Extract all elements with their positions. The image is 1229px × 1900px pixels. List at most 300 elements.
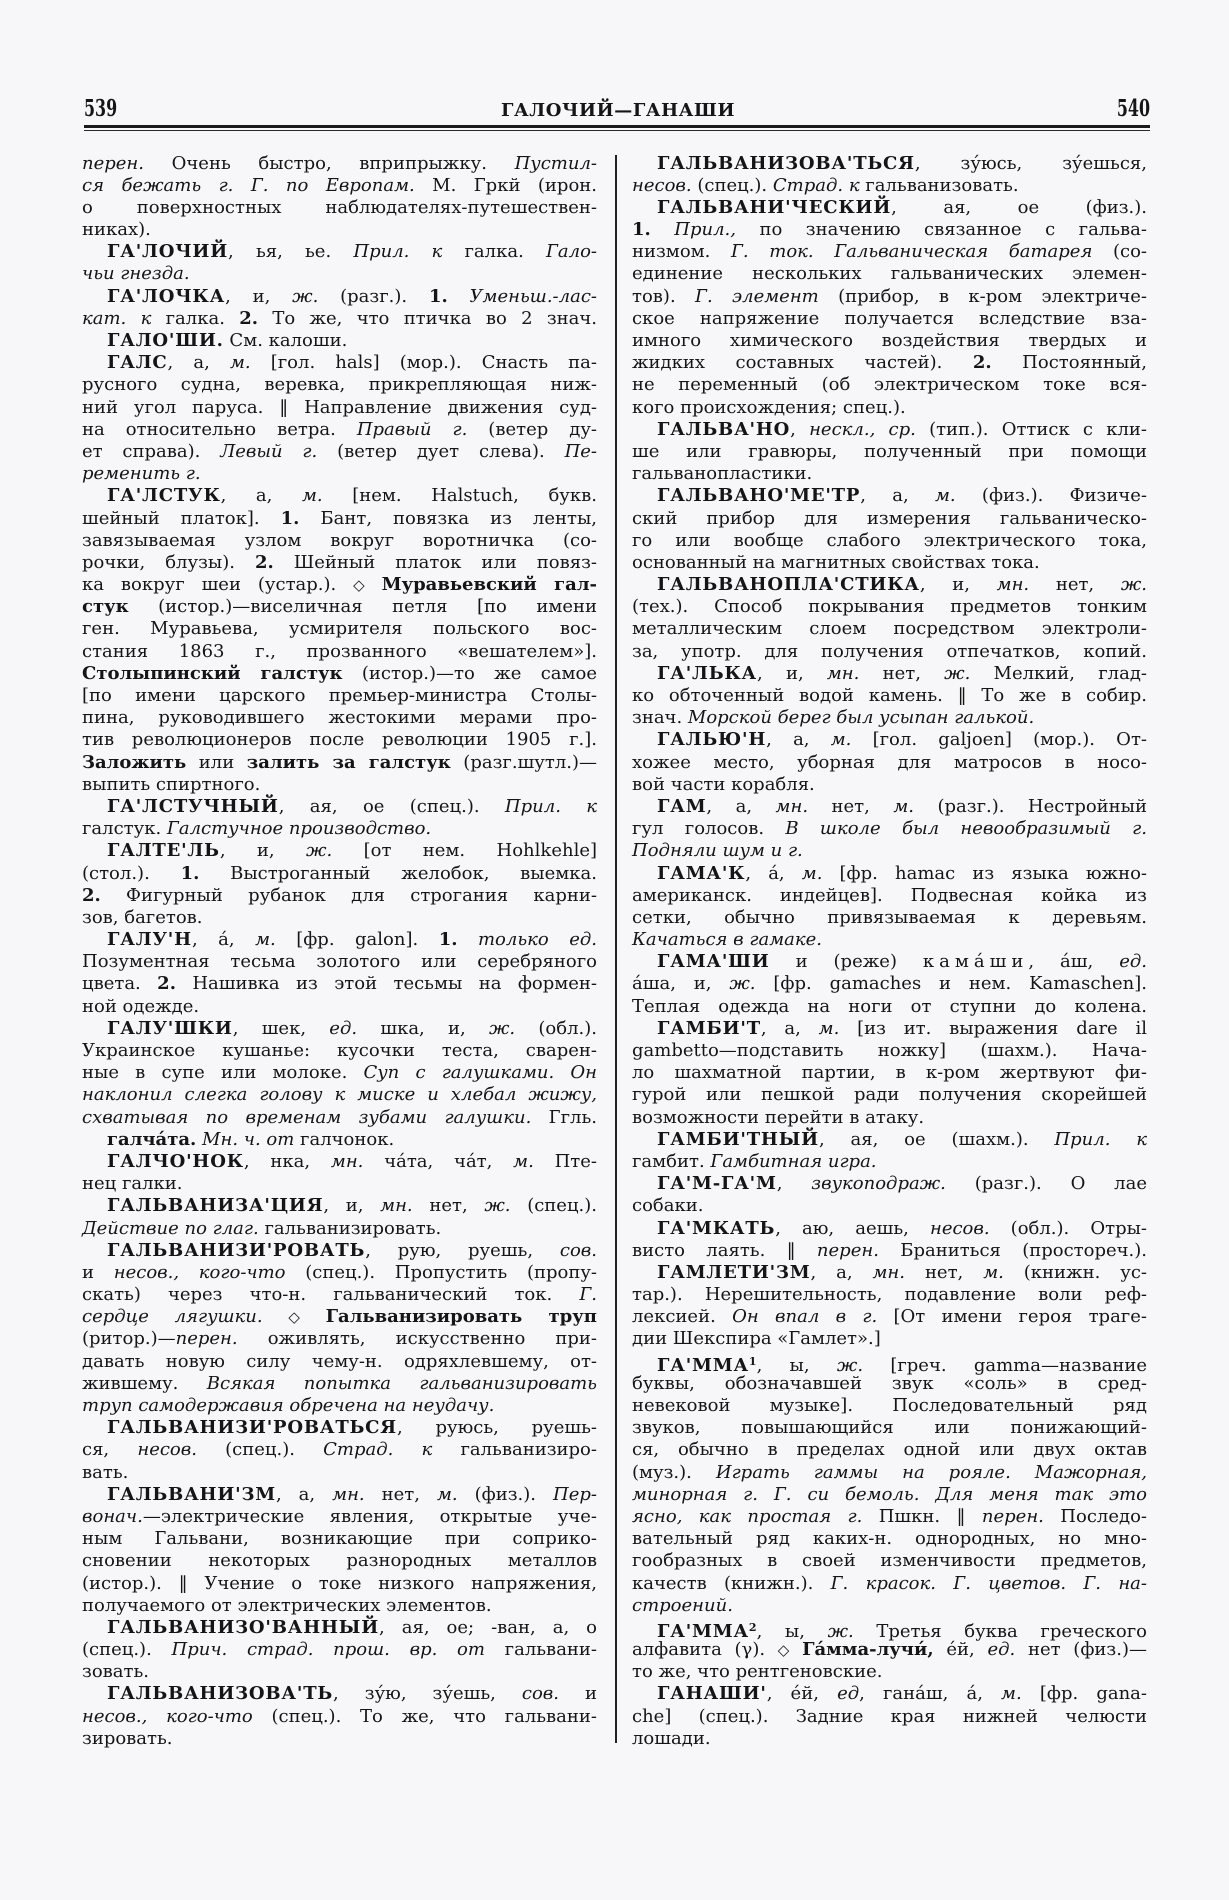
entry-headword: ГАЛО'ШИ. [107, 330, 224, 351]
text: гальванизировать. [258, 1217, 442, 1239]
dictionary-line [82, 1573, 597, 1595]
line-text [107, 1683, 597, 1705]
dictionary-line [632, 1573, 1147, 1595]
text: ет справа). [82, 440, 221, 462]
italic-text: Г. элемент [695, 285, 819, 307]
line-text [82, 374, 597, 396]
line-text [632, 1462, 1147, 1484]
italic-text: Суп с галушками. Он [363, 1062, 597, 1084]
line-text [82, 1351, 597, 1373]
italic-text: м. [436, 1483, 458, 1505]
dictionary-line [82, 197, 597, 219]
bold-phrase: стук [82, 596, 129, 618]
line-text [657, 863, 1147, 885]
line-text [82, 1661, 149, 1683]
text: и (реже) [769, 951, 923, 973]
italic-text: схватывая по временам зубами галушки. [82, 1106, 532, 1128]
line-text [82, 1728, 173, 1750]
italic-text: Прил. к [504, 795, 598, 817]
italic-text: ж. [306, 840, 333, 862]
dictionary-line [632, 1528, 1147, 1550]
text: е́й, [933, 1639, 988, 1661]
line-text [107, 840, 597, 862]
dictionary-line [632, 1129, 1147, 1151]
text: висто лаять. ‖ [632, 1239, 817, 1261]
text: (физ.). [457, 1483, 554, 1505]
line-text [632, 752, 1147, 774]
dictionary-line [632, 707, 1147, 729]
italic-text: м. [983, 1261, 1004, 1283]
text: стания 1863 г., прозванного «вешателем»]. [82, 640, 597, 662]
line-text [632, 641, 1147, 663]
text: Последо- [1043, 1505, 1147, 1527]
text: , и, [919, 574, 997, 596]
entry-headword: ГАЛЬВАНИЗОВА'ТЬСЯ [657, 152, 915, 174]
text: , а́ш, [1028, 951, 1120, 973]
line-text [632, 618, 1147, 640]
line-text [82, 263, 190, 285]
dictionary-line [82, 1395, 597, 1417]
dictionary-line [632, 286, 1147, 308]
italic-text: несов., кого-что [113, 1261, 286, 1283]
dictionary-line [82, 153, 597, 175]
line-text [632, 1550, 1147, 1572]
text: возможности перейти в атаку. [632, 1106, 925, 1128]
italic-text: м. [1001, 1683, 1022, 1705]
entry-headword: ГАЛЬВАНИЗА'ЦИЯ [107, 1195, 324, 1217]
text: жидких составных частей). [632, 352, 973, 374]
dictionary-line [82, 996, 597, 1018]
dictionary-line [82, 663, 597, 685]
dictionary-line [82, 1284, 597, 1306]
dictionary-line [82, 1306, 597, 1328]
italic-text: м. [830, 729, 852, 751]
bold-phrase: 2. [82, 884, 101, 906]
text: gambetto—подставить ножку] (шахм.). Нача- [632, 1040, 1147, 1061]
text: русного судна, веревка, прикрепляющая ниж- [82, 374, 597, 396]
line-text [632, 1595, 733, 1617]
line-text [632, 1661, 882, 1683]
dictionary-line [632, 1306, 1147, 1328]
line-text [82, 1262, 597, 1284]
line-text [657, 485, 1147, 507]
text: и [82, 1261, 114, 1283]
dictionary-line [82, 1462, 597, 1484]
text: сетки, обычно привязываемая к деревьям. [632, 906, 1147, 928]
entry-headword: ГАЛУ'ШКИ [107, 1017, 233, 1039]
text: ча́та, ча́т, [363, 1150, 514, 1172]
text: алфавита (γ). [632, 1639, 778, 1661]
entry-headword: ГАМ [657, 795, 707, 817]
line-text [632, 1306, 1147, 1328]
line-text [82, 1639, 597, 1661]
italic-text: Левый г. [220, 440, 318, 462]
text: ше или гравюры, полученный при помощи [632, 440, 1147, 462]
entry-headword: ГАЛЬВАНИЗОВА'ТЬ [107, 1683, 334, 1705]
text: гальванизовать. [859, 174, 1019, 196]
italic-text: нескл., ср. [809, 418, 916, 440]
line-text [107, 485, 597, 507]
line-text [82, 863, 597, 885]
text: Очень быстро, вприпрыжку. [144, 152, 515, 174]
line-text [632, 1373, 1147, 1395]
italic-text: только ед. [477, 929, 597, 951]
italic-text: м. [513, 1150, 534, 1172]
text: , ая, ое (спец.). [278, 795, 505, 817]
italic-text: м. [934, 485, 956, 507]
dictionary-line [632, 508, 1147, 530]
text [789, 1639, 802, 1660]
italic-text: Галстучное производство. [166, 818, 432, 840]
italic-text: ясно, как простая г. [632, 1505, 863, 1527]
dictionary-line [632, 774, 1147, 796]
text: [фр. gana- [1021, 1683, 1147, 1705]
text: вой части корабля. [632, 773, 815, 795]
bold-phrase: Столыпинский галстук [82, 662, 343, 684]
text: гамбит. [632, 1150, 711, 1172]
dictionary-line [632, 973, 1147, 995]
text: галка. [442, 241, 546, 263]
italic-text: Он впал в г. [732, 1306, 878, 1328]
entry-headword: ГАЛУ'Н [107, 929, 192, 951]
text: пина, руководившего жестокими мерами про- [82, 707, 597, 729]
text: , ая, ое (физ.). [891, 196, 1147, 218]
text: гальванизиро- [432, 1439, 597, 1461]
line-text [82, 1373, 597, 1395]
line-text [82, 1706, 597, 1728]
text: го или вообще слабого электрического тока, [632, 529, 1147, 551]
text: Пшкн. ‖ [862, 1505, 982, 1527]
italic-text: ременить г. [82, 463, 201, 485]
text: основанный на магнитных свойствах тока. [632, 551, 1040, 573]
dictionary-line [632, 263, 1147, 285]
dictionary-line [82, 485, 597, 507]
line-text [82, 1462, 128, 1484]
text: (спец.). [510, 1195, 597, 1217]
dictionary-line [632, 397, 1147, 419]
italic-text: ж. [488, 1017, 516, 1039]
text: Фигурный рубанок для строгания карни- [100, 884, 597, 906]
italic-text: м. [229, 352, 251, 374]
dictionary-line [82, 397, 597, 419]
dictionary-line [632, 530, 1147, 552]
text: , [790, 418, 810, 440]
text: ло шахматной партии, в к-ром жертвуют фи- [632, 1062, 1147, 1084]
italic-text: Морской берег был усыпан галькой. [687, 707, 1035, 729]
text: шка, и, [357, 1017, 489, 1039]
dictionary-line [632, 352, 1147, 374]
bold-phrase: 1. [438, 929, 458, 951]
italic-text: ся бежать г. Г. по Европам. [82, 174, 415, 196]
text: Шейный платок или повяз- [273, 551, 598, 573]
line-text [657, 574, 1147, 596]
line-text [107, 929, 597, 951]
italic-text: несов. [137, 1439, 197, 1461]
dictionary-line [82, 352, 597, 374]
bold-phrase: Заложить [82, 751, 187, 773]
dictionary-line [632, 463, 1147, 485]
line-text [632, 1728, 711, 1750]
bold-phrase: 2. [254, 551, 274, 573]
text: , ая, ое; -ван, а, о [379, 1616, 597, 1638]
text: [нем. Halstuch, букв. [322, 485, 597, 507]
text: (ветер ду- [467, 418, 597, 440]
text: имного химического воздействия твердых и [632, 330, 1147, 351]
line-text [82, 1550, 597, 1572]
dictionary-line [632, 1617, 1147, 1642]
line-text [632, 352, 1147, 374]
dictionary-line [82, 796, 597, 818]
dictionary-line [82, 1262, 597, 1284]
dictionary-line [82, 419, 597, 441]
text: , и, [219, 840, 307, 862]
text: гообразных в своей изменчивости предметов, [632, 1550, 1147, 1572]
dictionary-line [82, 707, 597, 729]
text: шейный платок]. [82, 507, 281, 529]
text: никах). [82, 219, 151, 241]
dictionary-line [632, 153, 1147, 175]
dictionary-line [82, 1084, 597, 1106]
text: (спец.). [82, 1639, 172, 1661]
text: (обл.). [515, 1017, 597, 1039]
line-text [82, 729, 597, 751]
line-text [632, 685, 1147, 707]
italic-text: строений. [632, 1594, 733, 1616]
italic-text: несов. [632, 174, 692, 196]
text: зовать. [82, 1661, 149, 1683]
text: а́ша, и, [632, 973, 730, 995]
dictionary-line [632, 752, 1147, 774]
dictionary-line [632, 951, 1147, 973]
line-text [632, 463, 812, 485]
text: , а, [167, 352, 230, 374]
line-text [657, 419, 1147, 441]
entry-headword: ГАЛЬВАНИЗИ'РОВАТЬСЯ [107, 1417, 397, 1439]
text: ся, обычно в пределах одной или двух октав [632, 1439, 1147, 1461]
line-text [632, 508, 1147, 530]
italic-text: звукоподраж. [811, 1173, 946, 1195]
text: жившему. [82, 1372, 207, 1394]
dictionary-line [82, 552, 597, 574]
header-rule-thin [84, 130, 1150, 132]
line-text [82, 996, 199, 1018]
italic-text: Г. красок. Г. цветов. Г. на- [830, 1572, 1147, 1594]
line-text [632, 175, 1019, 197]
line-text [82, 951, 597, 973]
line-text [632, 818, 1147, 840]
line-text [82, 596, 597, 618]
entry-headword: ГАЛЬВАНИЗО'ВАННЫЙ [107, 1616, 380, 1638]
line-text [632, 1417, 1147, 1439]
dictionary-line [632, 1706, 1147, 1728]
text: (спец.). Пропустить (пропу- [285, 1261, 598, 1283]
text: , а, [860, 485, 935, 507]
italic-text: сов. [559, 1239, 597, 1261]
text: тив революционеров после революции 1905 г.]. [82, 729, 597, 751]
line-text [632, 1240, 1147, 1262]
text: (обл.). Отры- [989, 1217, 1148, 1239]
text: , а, [810, 1261, 873, 1283]
italic-text: мн. [996, 574, 1030, 596]
line-text [632, 1084, 1147, 1106]
dictionary-line [632, 1218, 1147, 1240]
dictionary-line [632, 1084, 1147, 1106]
text: [от нем. Hohlkehle] [332, 840, 597, 862]
text: (разг.шутл.)— [450, 751, 597, 773]
text: [фр. galon]. [275, 929, 439, 951]
text: [фр. hamac из языка южно- [822, 862, 1147, 884]
text: хожее место, уборная для матросов в носо- [632, 751, 1147, 773]
italic-text: ж. [484, 1195, 511, 1217]
text: давать новую силу чему-н. одряхлевшему, от- [82, 1350, 597, 1372]
text: ский прибор для измерения гальваническо- [632, 507, 1147, 529]
dictionary-line [82, 840, 597, 862]
entry-headword: ГА'ЛОЧИЙ [107, 241, 229, 263]
dictionary-line [632, 1373, 1147, 1395]
text: (спец.). [196, 1439, 324, 1461]
bold-phrase: 1. [632, 219, 651, 241]
dictionary-line [632, 1661, 1147, 1683]
line-text [82, 508, 597, 530]
italic-text: перен. [82, 152, 144, 174]
right-column [632, 153, 1147, 1751]
dictionary-line [82, 1706, 597, 1728]
line-text [107, 1617, 597, 1639]
text: галка. [151, 307, 240, 329]
text: [фр. gamaches и нем. Kamaschen]. [755, 973, 1147, 995]
dictionary-line [632, 1728, 1147, 1750]
text: звуков, повышающийся или понижающий- [632, 1417, 1147, 1439]
text: , зу́ю, зу́ешь, [333, 1683, 522, 1705]
text: (прибор, в к-ром электриче- [818, 285, 1148, 307]
text: , ы, [756, 1354, 837, 1376]
text: , а, [220, 485, 302, 507]
entry-headword: ГА'ЛСТУЧНЫЙ [107, 795, 279, 817]
text: [От имени героя траге- [877, 1306, 1147, 1328]
italic-text: наклонил слегка голову к миске и хлебал жижу, [82, 1084, 597, 1106]
italic-text: перен. [981, 1505, 1044, 1527]
text: , ая, ое (шахм.). [818, 1128, 1055, 1150]
line-text [82, 1506, 597, 1528]
dictionary-line [632, 330, 1147, 352]
entry-headword: ГАЛЬВАНИ'ЧЕСКИЙ [657, 196, 892, 218]
text: по значению связанное с гальва- [736, 219, 1147, 241]
text: che] (спец.). Задние края нижней челюсти [632, 1705, 1147, 1727]
line-text [632, 374, 1147, 396]
bold-phrase: Гальванизировать труп [325, 1306, 597, 1328]
line-text [82, 1528, 597, 1550]
dictionary-line [82, 1639, 597, 1661]
text: невековой музыке]. Последовательный ряд [632, 1395, 1147, 1416]
line-text [82, 552, 597, 574]
italic-text: ж. [1120, 574, 1147, 596]
text: Бант, повязка из ленты, [299, 507, 597, 529]
line-text [632, 1151, 877, 1173]
text: (ветер дует слева). [317, 440, 565, 462]
text: (физ.). Физиче- [955, 485, 1147, 507]
text: , шек, [232, 1017, 330, 1039]
dictionary-line [82, 1728, 597, 1750]
superscript-number: 2 [748, 1620, 757, 1634]
line-text [107, 1484, 597, 1506]
line-text [657, 1218, 1147, 1240]
dictionary-line [82, 752, 597, 774]
line-text [632, 219, 1147, 241]
text: , а́, [191, 929, 256, 951]
line-text [632, 929, 822, 951]
line-text [82, 463, 201, 485]
line-text [632, 1107, 924, 1129]
line-text [632, 1439, 1147, 1461]
entry-headword: ГАЛЬВАНИ'ЗМ [107, 1483, 276, 1505]
text: , гана́ш, а́, [859, 1683, 1002, 1705]
line-text [632, 996, 1147, 1018]
text: , руюсь, руешь- [396, 1417, 597, 1439]
text: зировать. [82, 1727, 173, 1749]
italic-text: м. [893, 795, 914, 817]
dictionary-line [632, 1395, 1147, 1417]
text: [по имени царского премьер-министра Столы- [82, 685, 597, 706]
dictionary-line [632, 197, 1147, 219]
text: американск. индейцев]. Подвесная койка из [632, 884, 1147, 906]
dictionary-line [632, 1351, 1148, 1376]
text: (муз.). [632, 1461, 716, 1483]
line-text [632, 596, 1147, 618]
text [448, 286, 470, 307]
dictionary-line [82, 1506, 597, 1528]
text: нет, [412, 1195, 485, 1217]
dictionary-line [632, 885, 1147, 907]
text: —электрические явления, открытые уче- [142, 1505, 597, 1527]
line-text [107, 1018, 597, 1040]
dictionary-line [632, 1683, 1147, 1705]
line-text [107, 796, 597, 818]
text [365, 574, 382, 595]
line-text [657, 197, 1147, 219]
italic-text: труп самодержавия обречена на неудачу. [82, 1395, 495, 1416]
line-text [632, 241, 1147, 263]
italic-text: мн. [775, 795, 809, 817]
text: , е́й, [766, 1683, 838, 1705]
italic-text: Действие по глаг. [82, 1217, 259, 1239]
dictionary-line [82, 1040, 597, 1062]
italic-text: Страд. к [323, 1439, 433, 1461]
text: скать) через что-н. гальванический ток. [82, 1284, 580, 1306]
bold-phrase: 1. [280, 507, 300, 529]
line-text [657, 663, 1147, 685]
line-text [632, 1062, 1147, 1084]
entry-headword: ГАЛТЕ'ЛЬ [107, 840, 220, 862]
text: , и, [757, 662, 827, 684]
entry-headword: ГА'МКАТЬ [657, 1217, 776, 1239]
dictionary-line [632, 419, 1147, 441]
dictionary-line [632, 1595, 1147, 1617]
superscript-number: 1 [748, 1354, 757, 1368]
text: , а, [275, 1483, 333, 1505]
text: ген. Муравьева, усмирителя польского вос- [82, 618, 597, 640]
text: (разг.). [318, 285, 429, 307]
text [457, 929, 477, 950]
line-text [82, 197, 597, 219]
text: завязываемая узлом вокруг воротничка (со- [82, 529, 597, 551]
line-text [657, 1018, 1147, 1040]
bold-phrase: 2. [972, 352, 992, 374]
text [651, 219, 674, 240]
dictionary-line [632, 863, 1147, 885]
entry-headword: ГАЛЬЮ'Н [657, 729, 767, 751]
dictionary-line [632, 1639, 1147, 1661]
dictionary-line [632, 1062, 1147, 1084]
